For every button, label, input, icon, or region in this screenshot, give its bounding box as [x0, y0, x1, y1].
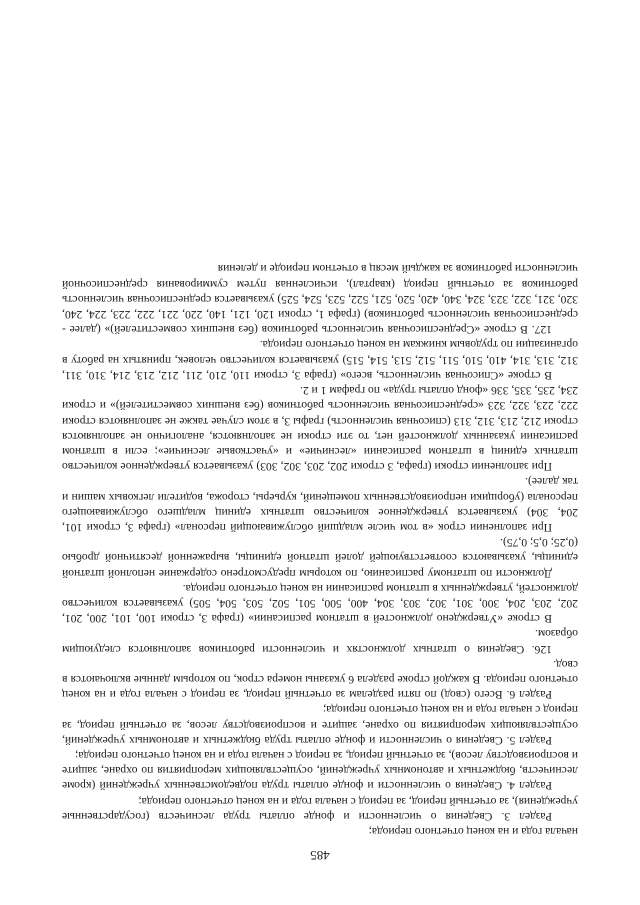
- paragraph: В строке «Утверждено должностей в штатном расписании» (графа 3, строки 100, 101, 200, 201, 202, 203, 204, 300, 301, 302, 303, 304, 400, 500, 501, 502, 503, 504, 505) указывается количество должностей, утвержденных в штатном расписании на конец отчетного периода.: [62, 581, 578, 626]
- paragraph: 127. В строке «Среднесписочная численность работников (без внешних совместителей)» (далее - среднесписочная численность работников) (графа 1, строки 120, 121, 140, 220, 221, 222, 223, 224, 240, 320, 321, 322, 323, 324, 340, 420, 520, 521, 522, 523, 524, 525) указывается среднесписочная численность работников за отчетный период (квартал), исчисленная путем суммирования среднесписочной численности работников за каждый месяц в отчетном периоде и деления: [62, 262, 578, 337]
- page-number: 485: [310, 848, 330, 863]
- paragraph: Раздел 6. Всего (свод) по пяти разделам за отчетный период, за период с начала года и на конец отчетного периода. В каждой строке раздела 6 указаны номера строк, по которым данные включаются в свод.: [62, 657, 578, 702]
- paragraph: Должности по штатному расписанию, по которым предусмотрено содержание неполной штатной единицы, указываются соответствующей долей штатной единицы, выраженной десятичной дробью (0,25; 0,5; 0,75).: [62, 536, 578, 580]
- paragraph: При заполнении строки (графа, 3 строки 202, 203, 302, 303) указывается утвержденное количество штатных единиц в штатном расписании «лесничие» и «участковые лесничие»; если в штатном расписании указанных должностей нет, то эти строки не заполняются, аналогично не заполняются строки 212, 213, 312, 313 (списочная численность) графы 3, в этом случае также не заполняются строки 222, 223, 322, 323 «среднесписочная численность работников (без внешних совместителей)» и строки 234, 235, 335, 336 «фонд оплаты труда» по графам 1 и 2.: [62, 384, 578, 474]
- body-text: [62, 261, 578, 839]
- paragraph: 126. Сведения о штатных должностях и численности работников заполняются следующим образом.: [62, 627, 578, 656]
- paragraph: Раздел 3. Сведения о численности и фонде оплаты труда лесничеств (государственные учреждения), за отчетный период, за период с начала года и на конец отчетного периода;: [62, 794, 578, 823]
- paragraph: Раздел 5. Сведения о численности и фонде оплаты труда бюджетных и автономных учреждений, осуществляющих мероприятия по охране, защите и воспроизводству лесов, за отчетный период, за период с начала года и на конец отчетного периода;: [62, 703, 578, 747]
- paragraph: В строке «Списочная численность, всего» (графа 3, строки 110, 210, 211, 212, 213, 214, 310, 311, 312, 313, 314, 410, 510, 511, 512, 513, 514, 515) указывается количество человек, принятых на работу в организации по трудовым книжкам на конец отчетного периода.: [62, 338, 578, 382]
- paragraph: Раздел 4. Сведения о численности и фонде оплаты труда подведомственных учреждений (кроме лесничеств, бюджетных и автономных учреждений, осуществляющих мероприятия по охране, защите и воспроизводству лесов), за отчетный период, за период с начала года и на конец отчетного периода;: [62, 748, 578, 793]
- paragraph: начала года и на конец отчетного периода;: [368, 825, 578, 838]
- paragraph: При заполнении строк «в том числе младший обслуживающий персонал» (графа 3, строки 101, 204, 304) указывается утвержденное количество штатных единиц младшего обслуживающего персонала (уборщики непроизводственных помещений, курьеры, сторожа, водители легковых машин и так далее).: [62, 475, 578, 534]
